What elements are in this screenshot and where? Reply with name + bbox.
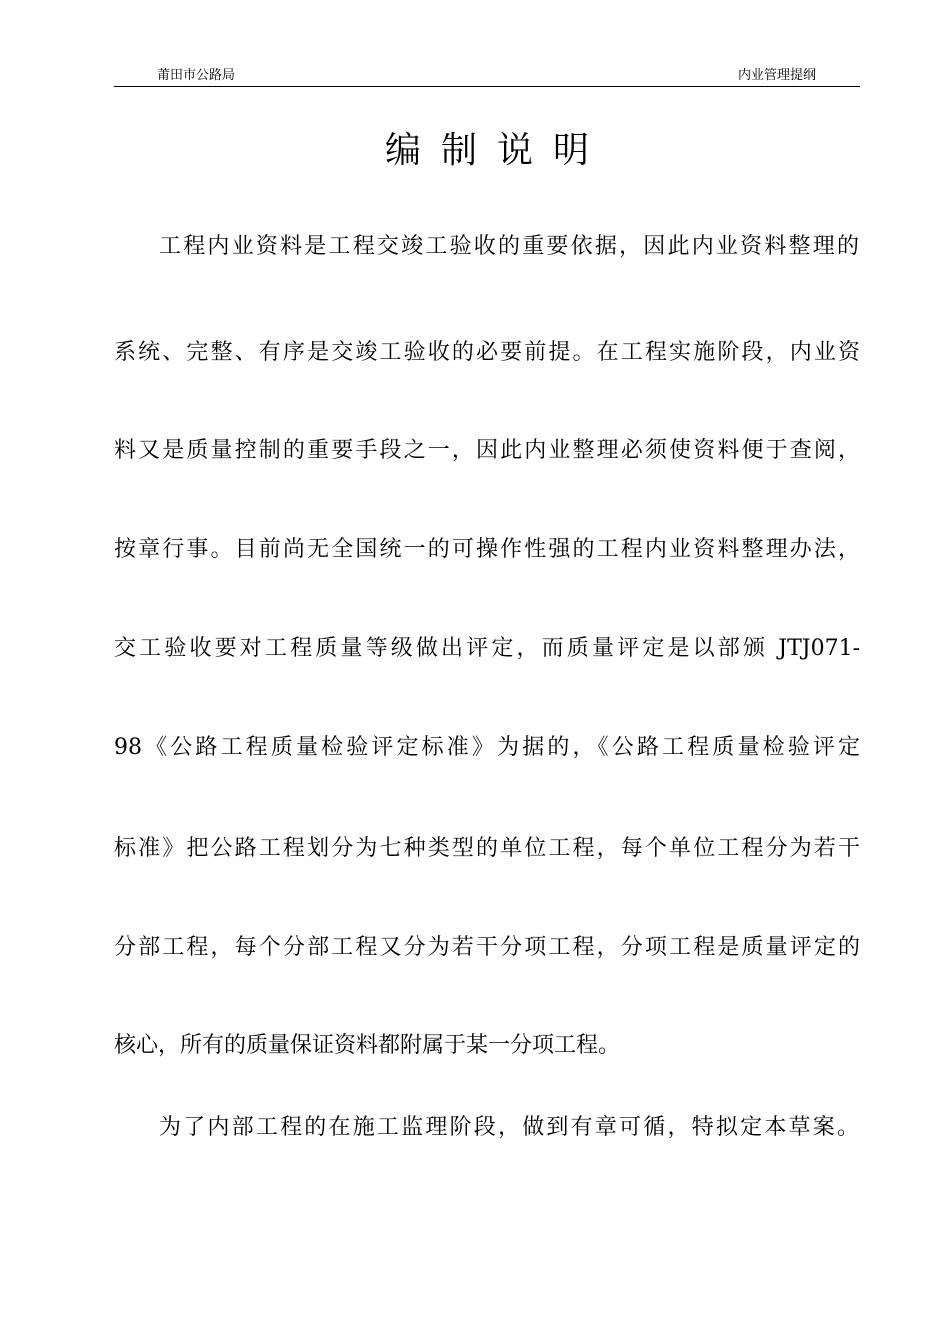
body-line-5: 交工验收要对工程质量等级做出评定，而质量评定是以部颁 JTJ071- xyxy=(114,636,860,661)
body-line-4: 按章行事。目前尚无全国统一的可操作性强的工程内业资料整理办法， xyxy=(114,537,860,562)
body-line-8: 分部工程，每个分部工程又分为若干分项工程，分项工程是质量评定的 xyxy=(114,935,860,960)
body-line-10: 为了内部工程的在施工监理阶段，做到有章可循，特拟定本草案。 xyxy=(159,1115,859,1140)
page-title: 编制说明 xyxy=(384,130,609,171)
body-line-9: 核心，所有的质量保证资料都附属于某一分项工程。 xyxy=(114,1033,621,1058)
body-line-1: 工程内业资料是工程交竣工验收的重要依据，因此内业资料整理的 xyxy=(159,234,859,259)
body-line-6: 98《公路工程质量检验评定标准》为据的，《公路工程质量检验评定 xyxy=(114,735,860,760)
body-line-7: 标准》把公路工程划分为七种类型的单位工程，每个单位工程分为若干 xyxy=(114,836,860,861)
page-header xyxy=(114,66,860,87)
body-line-2: 系统、完整、有序是交竣工验收的必要前提。在工程实施阶段，内业资 xyxy=(114,340,860,365)
header-organization: 莆田市公路局 xyxy=(157,68,236,83)
header-document-name: 内业管理提纲 xyxy=(737,68,816,83)
body-line-3: 料又是质量控制的重要手段之一，因此内业整理必须使资料便于查阅， xyxy=(114,438,860,463)
